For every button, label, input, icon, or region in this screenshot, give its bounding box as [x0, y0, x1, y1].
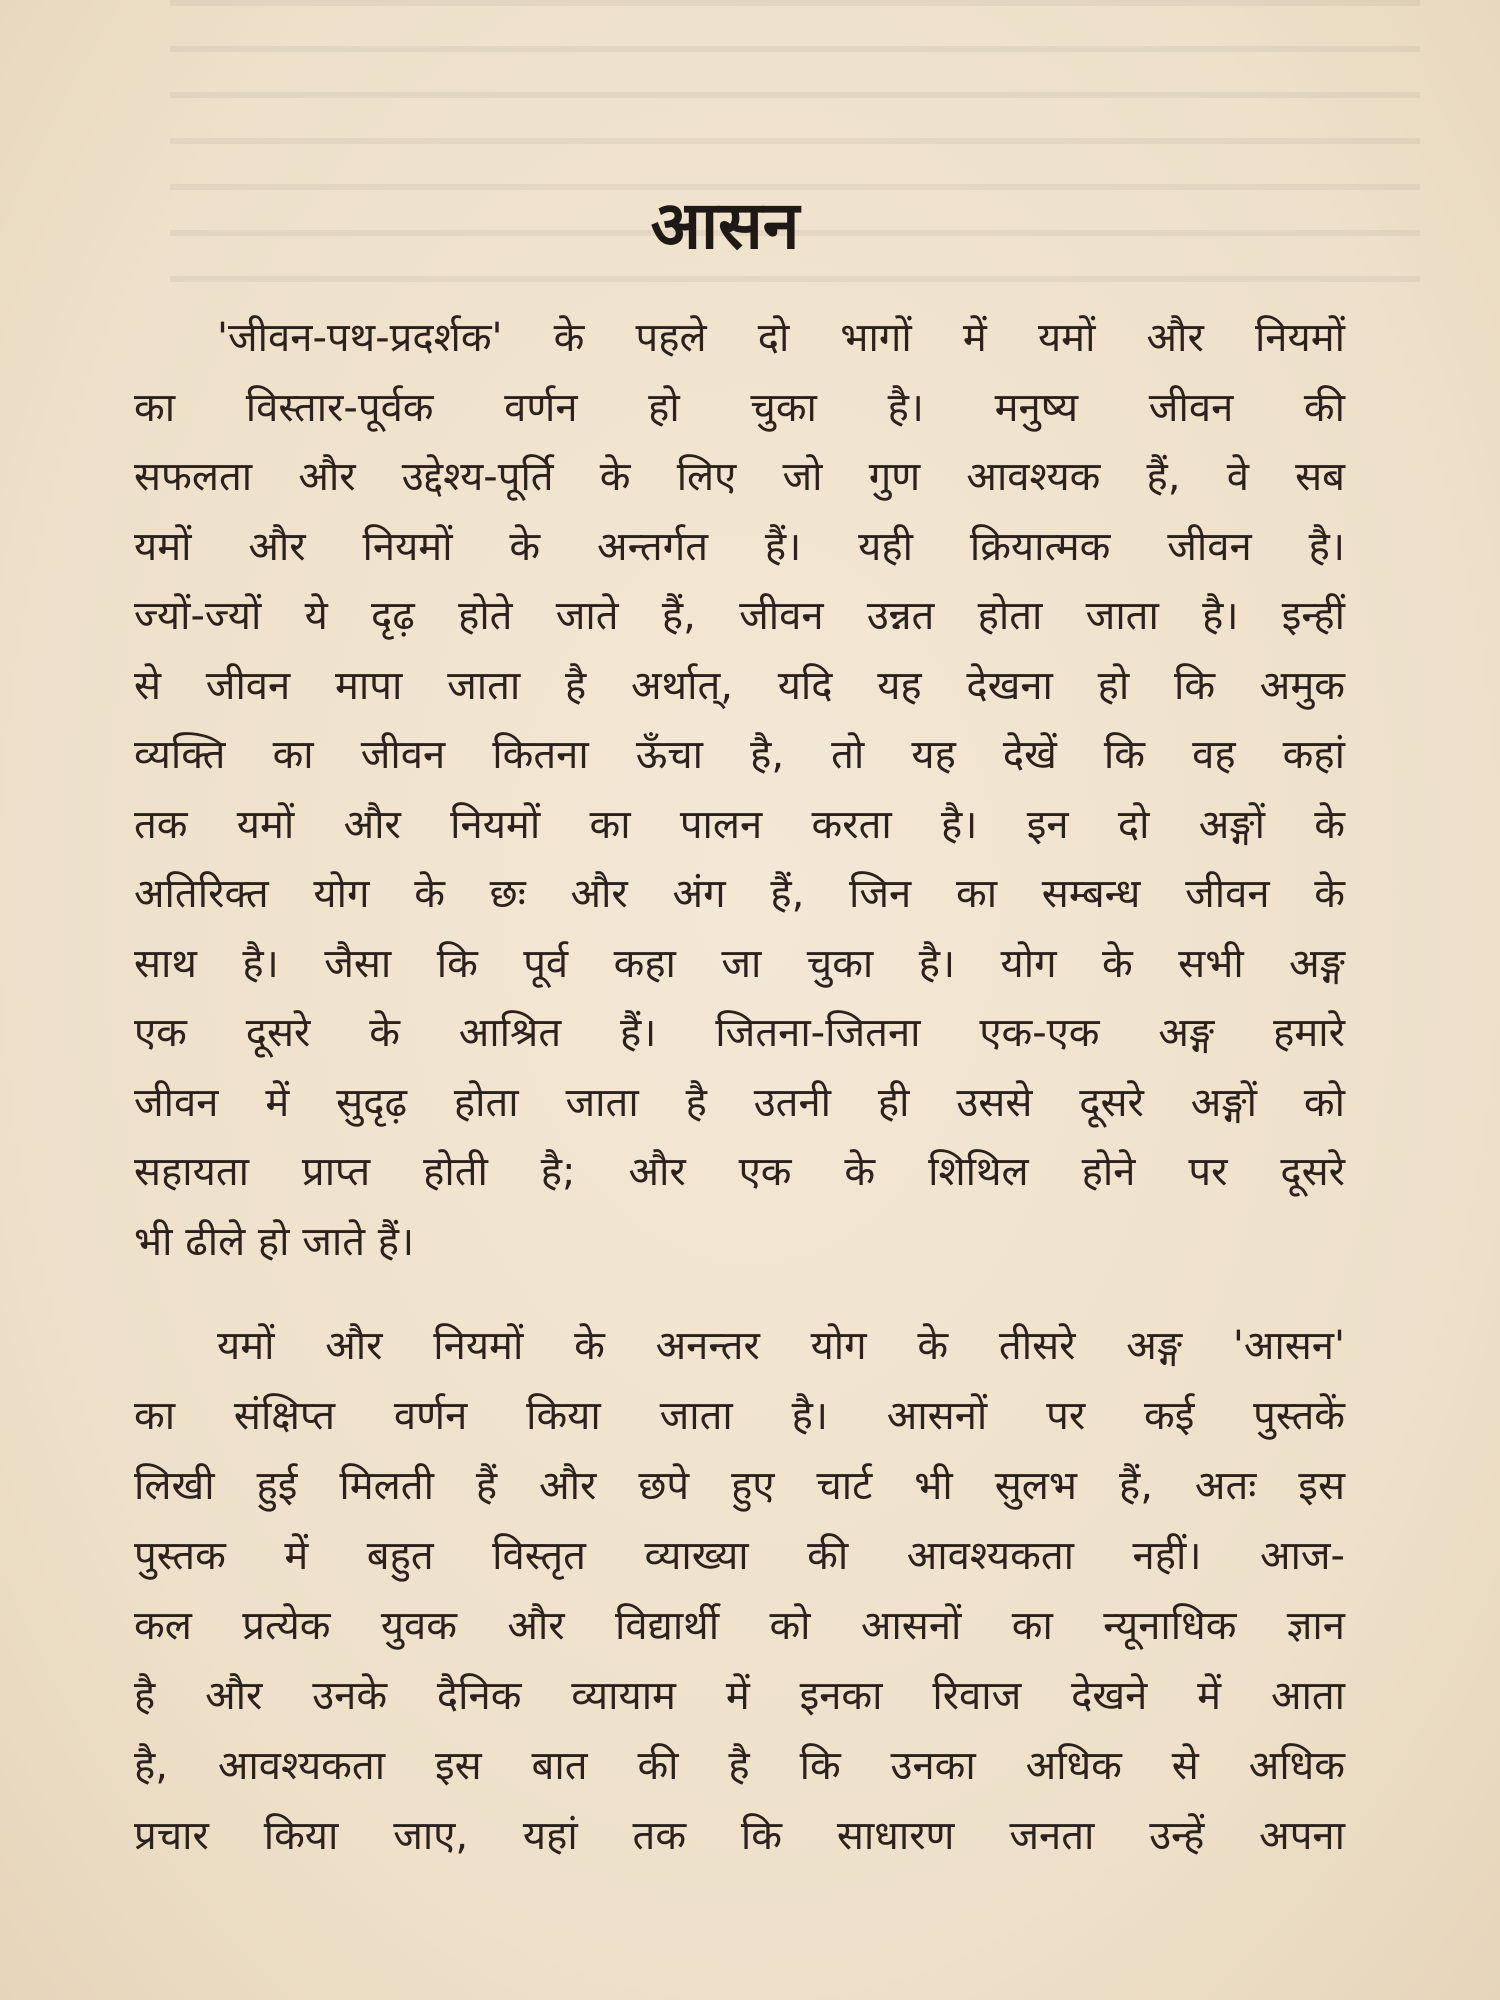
text-line: यमों और नियमों के अन्तर्गत हैं। यही क्रियात्मक जीवन है। [134, 523, 1345, 570]
text-line: तक यमों और नियमों का पालन करता है। इन दो अङ्गों के [134, 801, 1345, 848]
text-line: का संक्षिप्त वर्णन किया जाता है। आसनों पर कई पुस्तकें [134, 1393, 1345, 1439]
text-line: जीवन में सुदृढ़ होता जाता है उतनी ही उससे दूसरे अङ्गों को [134, 1079, 1345, 1126]
text-line: अतिरिक्त योग के छः और अंग हैं, जिन का सम्बन्ध जीवन के [134, 871, 1345, 917]
page-title: आसन [650, 187, 800, 264]
text-line: है और उनके दैनिक व्यायाम में इनका रिवाज देखने में आता [134, 1673, 1345, 1719]
text-line: सफलता और उद्देश्य-पूर्ति के लिए जो गुण आवश्यक हैं, वे सब [134, 454, 1345, 500]
text-line: कल प्रत्येक युवक और विद्यार्थी को आसनों का न्यूनाधिक ज्ञान [134, 1603, 1345, 1649]
text-line: ज्यों-ज्यों ये दृढ़ होते जाते हैं, जीवन उन्नत होता जाता है। इन्हीं [134, 593, 1345, 639]
text-line: साथ है। जैसा कि पूर्व कहा जा चुका है। योग के सभी अङ्ग [134, 940, 1345, 987]
text-line: यमों और नियमों के अनन्तर योग के तीसरे अङ्ग 'आसन' [217, 1323, 1345, 1369]
text-line: 'जीवन-पथ-प्रदर्शक' के पहले दो भागों में यमों और नियमों [217, 315, 1345, 361]
text-line: व्यक्ति का जीवन कितना ऊँचा है, तो यह देखें कि वह कहां [134, 732, 1345, 778]
text-line: से जीवन मापा जाता है अर्थात्, यदि यह देखना हो कि अमुक [134, 662, 1345, 709]
text-line: पुस्तक में बहुत विस्तृत व्याख्या की आवश्यकता नहीं। आज- [134, 1533, 1345, 1579]
text-line: सहायता प्राप्त होती है; और एक के शिथिल होने पर दूसरे [134, 1149, 1345, 1195]
text-line: एक दूसरे के आश्रित हैं। जितना-जितना एक-एक अङ्ग हमारे [134, 1010, 1345, 1056]
text-line: लिखी हुई मिलती हैं और छपे हुए चार्ट भी सुलभ हैं, अतः इस [134, 1463, 1345, 1509]
text-line: भी ढीले हो जाते हैं। [134, 1218, 415, 1265]
text-line: का विस्तार-पूर्वक वर्णन हो चुका है। मनुष्य जीवन की [134, 384, 1345, 431]
text-line: है, आवश्यकता इस बात की है कि उनका अधिक से अधिक [134, 1743, 1345, 1789]
text-line: प्रचार किया जाए, यहां तक कि साधारण जनता उन्हें अपना [134, 1813, 1345, 1859]
